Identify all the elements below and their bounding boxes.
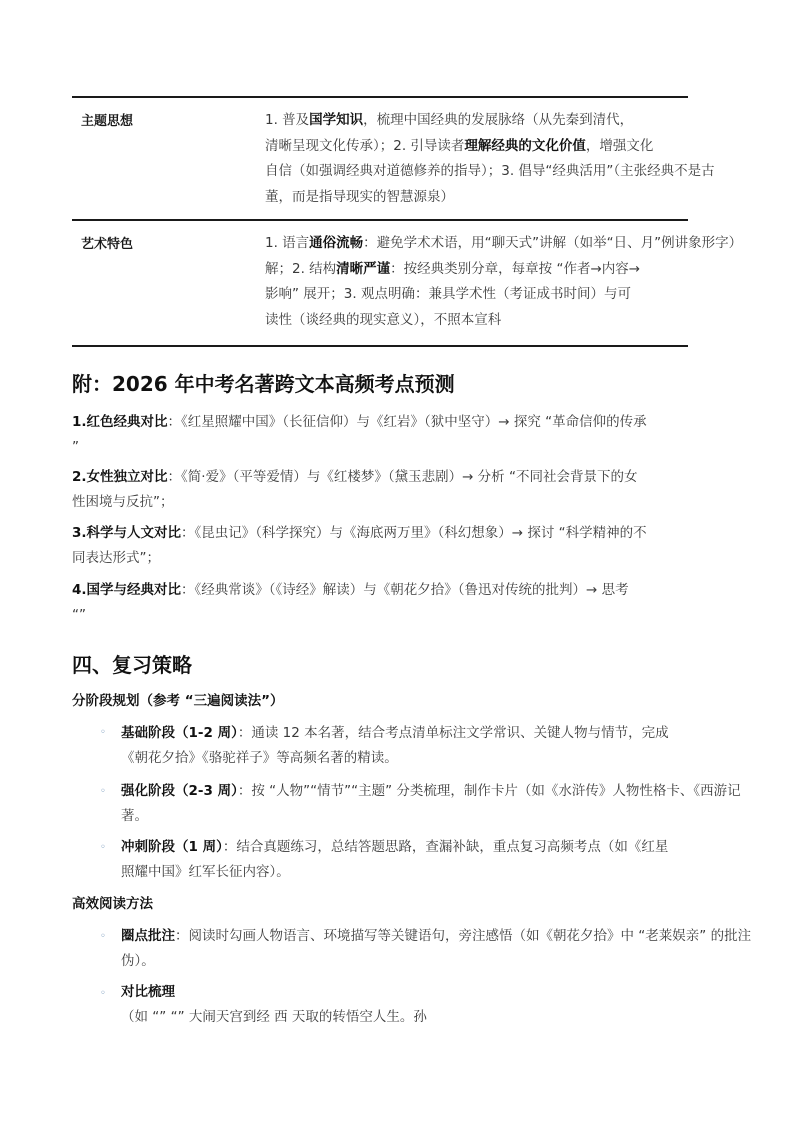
table-row-art [72, 219, 743, 347]
item-text-cont: “” [72, 607, 86, 623]
plan-item-basic [121, 721, 800, 771]
appendix-heading: 附：2026 年中考名著跨文本高频考点预测 [72, 372, 455, 396]
item-label: 冲刺阶段（1 周） [121, 839, 223, 855]
row-label-art: 艺术特色 [81, 237, 134, 252]
item-label: 3.科学与人文对比 [72, 525, 182, 541]
review-heading: 四、复习策略 [72, 653, 192, 677]
item-label: 基础阶段（1-2 周） [121, 725, 238, 741]
item-text: ：结合真题练习，总结答题思路，查漏补缺，重点复习高频考点（如《红星 [222, 839, 669, 855]
text-line: 读性（谈经典的现实意义），不照本宣科 [265, 311, 502, 328]
item-label: 2.女性独立对比 [72, 469, 168, 485]
item-text-cont: （如 “” “” 大闹天宫到经 西 天取的转悟空人生。孙 [121, 1009, 427, 1025]
comparison-item-guoxue [72, 578, 732, 628]
item-label: 1.红色经典对比 [72, 414, 168, 430]
row-label-theme: 主题思想 [81, 114, 134, 129]
item-text: ：通读 12 本名著，结合考点清单标注文学常识、关键人物与情节，完成 [237, 725, 669, 741]
item-text-cont: ” [72, 439, 79, 455]
text-line: 董，而是指导现实的智慧源泉） [265, 188, 454, 205]
comparison-item-red-classics [72, 410, 732, 460]
bullet-icon: ◦ [100, 786, 106, 797]
method-item-annotate [121, 924, 800, 974]
bullet-icon: ◦ [100, 842, 106, 853]
text-line: 解；2. 结构清晰严谨：按经典类别分章，每章按 “作者→内容→ [265, 260, 641, 277]
bullet-icon: ◦ [100, 931, 106, 942]
item-text: ：阅读时勾画人物语言、环境描写等关键语句，旁注感悟（如《朝花夕拾》中 “老莱娱亲” 的批注 [175, 928, 752, 944]
item-text-cont: 同表达形式”； [72, 550, 160, 566]
item-text-cont: 性困境与反抗”； [72, 494, 174, 510]
row-content-theme [265, 108, 715, 210]
plan-item-sprint [121, 835, 800, 885]
text-line: 1. 普及国学知识，梳理中国经典的发展脉络（从先秦到清代， [265, 112, 634, 128]
table-row-theme [72, 96, 715, 219]
method-subheading: 高效阅读方法 [72, 896, 153, 912]
plan-subheading: 分阶段规划（参考 “三遍阅读法”） [72, 693, 284, 709]
method-item-compare [121, 980, 800, 1030]
text-line: 1. 语言通俗流畅：避免学术术语，用“聊天式”讲解（如举“日、月”例讲象形字） [265, 235, 743, 251]
analysis-table [72, 96, 743, 347]
plan-item-strengthen [121, 779, 800, 829]
bullet-icon: ◦ [100, 727, 106, 738]
bullet-icon: ◦ [100, 988, 106, 999]
item-text-cont: 伪）。 [121, 953, 155, 969]
item-text: ：《简·爱》（平等爱情）与《红楼梦》（黛玉悲剧）→ 分析 “不同社会背景下的女 [167, 469, 638, 485]
text-line: 影响” 展开；3. 观点明确：兼具学术性（考证成书时间）与可 [265, 286, 631, 302]
item-text-cont: 著。 [121, 808, 148, 824]
item-text: ：《昆虫记》（科学探究）与《海底两万里》（科幻想象）→ 探讨 “科学精神的不 [181, 525, 647, 541]
item-text-cont: 照耀中国》红军长征内容）。 [121, 864, 290, 880]
item-label: 强化阶段（2-3 周） [121, 783, 238, 799]
text-line: 清晰呈现文化传承）；2. 引导读者理解经典的文化价值，增强文化 [265, 137, 654, 154]
row-content-art [265, 231, 743, 333]
item-label: 4.国学与经典对比 [72, 582, 182, 598]
item-label: 圈点批注 [121, 928, 175, 944]
item-text-cont: 《朝花夕拾》《骆驼祥子》等高频名著的精读。 [121, 750, 398, 766]
item-text: ：《红星照耀中国》（长征信仰）与《红岩》（狱中坚守）→ 探究 “革命信仰的传承 [167, 414, 647, 430]
item-text: ：《经典常谈》（《诗经》解读）与《朝花夕拾》（鲁迅对传统的批判）→ 思考 [181, 582, 629, 598]
item-label: 对比梳理 [121, 984, 175, 1000]
item-text: ：按 “人物”“情节”“主题” 分类梳理，制作卡片（如《水浒传》人物性格卡、《西游记 [237, 783, 741, 799]
comparison-item-women [72, 465, 732, 515]
comparison-item-science [72, 521, 732, 571]
text-line: 自信（如强调经典对道德修养的指导）；3. 倡导“经典活用”（主张经典不是古 [265, 163, 715, 179]
